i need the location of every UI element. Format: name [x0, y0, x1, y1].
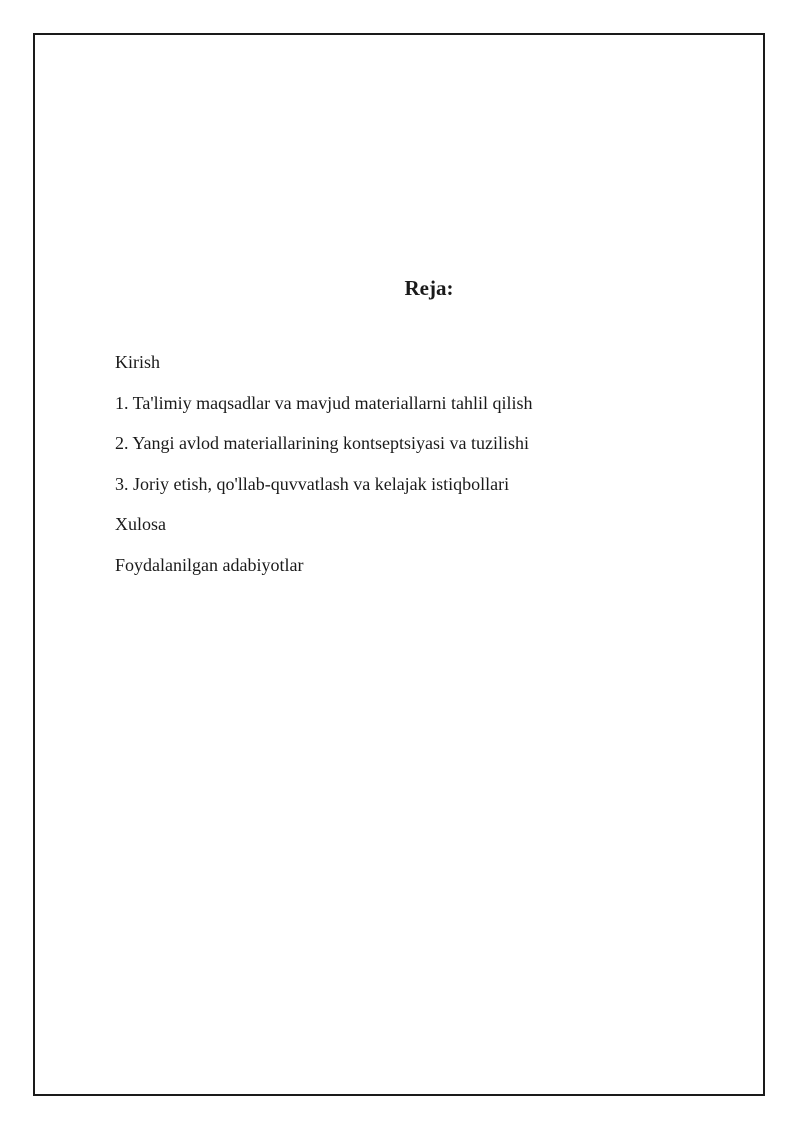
plan-item-introduction: Kirish: [115, 352, 160, 372]
plan-item-chapter-3: 3. Joriy etish, qo'llab-quvvatlash va kelajak istiqbollari: [115, 473, 510, 494]
plan-item-references: Foydalanilgan adabiyotlar: [115, 554, 304, 575]
plan-item-chapter-1: 1. Ta'limiy maqsadlar va mavjud materiallarni tahlil qilish: [115, 392, 533, 413]
plan-list: [115, 350, 533, 593]
plan-item-chapter-2: 2. Yangi avlod materiallarining kontseptsiyasi va tuzilishi: [115, 433, 529, 453]
plan-item-conclusion: Xulosa: [115, 514, 166, 534]
plan-title: Reja:: [404, 276, 454, 300]
